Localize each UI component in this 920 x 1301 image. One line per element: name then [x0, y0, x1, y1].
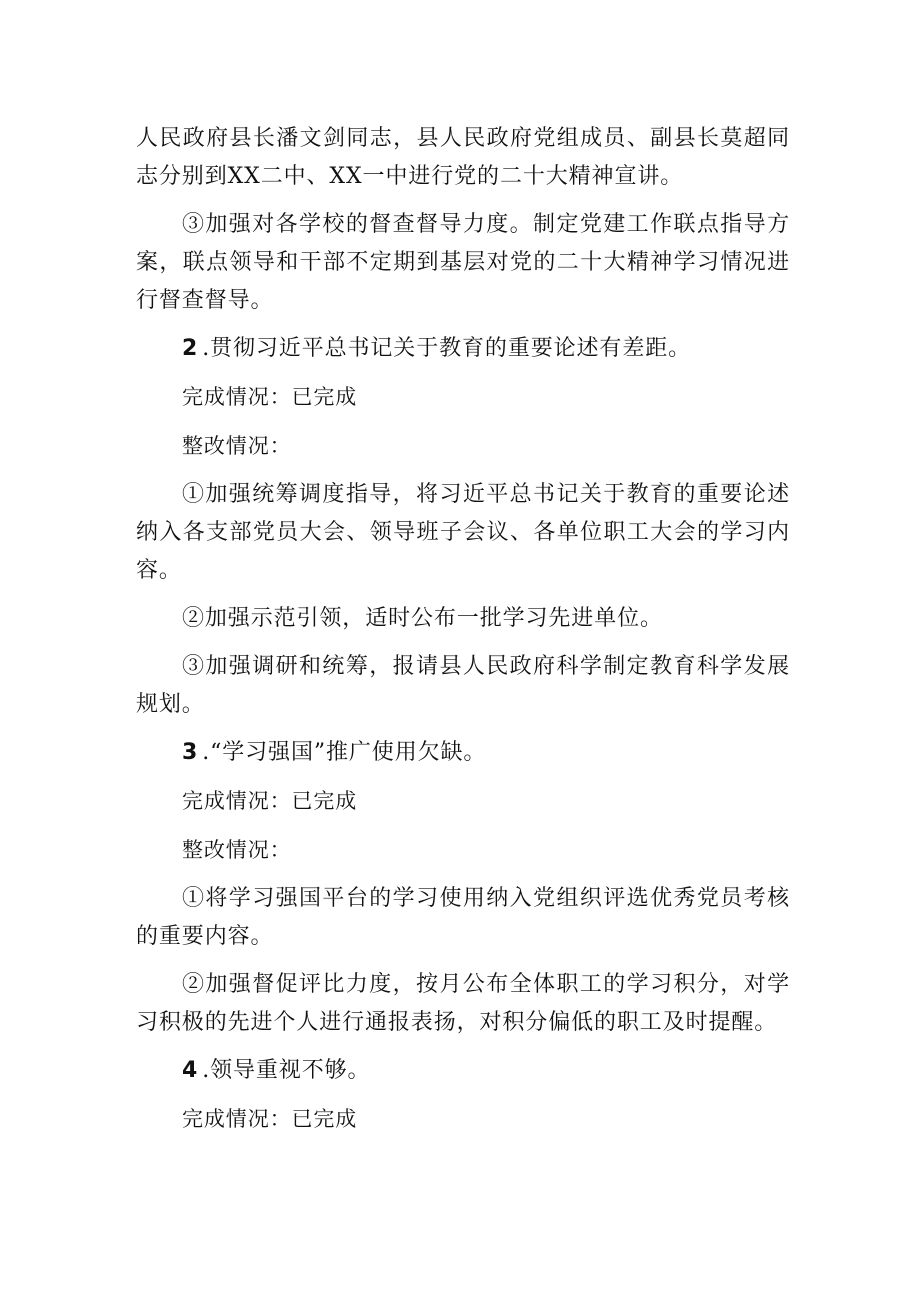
status-label	[136, 782, 790, 821]
body-paragraph: ③加强调研和统筹，报请县人民政府科学制定教育科学发展规划。	[136, 654, 790, 717]
body-paragraph: ②加强示范引领，适时公布一批学习先进单位。	[182, 606, 663, 631]
status-label-text: 完成情况：已完成	[182, 1107, 358, 1131]
document-body	[136, 120, 790, 1149]
section-heading	[136, 734, 790, 772]
section-title: .“学习强国”推广使用欠缺。	[202, 740, 487, 765]
status-label-text: 完成情况：已完成	[182, 789, 358, 813]
section-title: .贯彻习近平总书记关于教育的重要论述有差距。	[202, 336, 692, 361]
section-number: 2	[182, 336, 199, 361]
status-label	[136, 1100, 790, 1139]
section-number: 4	[182, 1058, 199, 1083]
status-label	[136, 427, 790, 466]
body-paragraph: ②加强督促评比力度，按月公布全体职工的学习积分，对学习积极的先进个人进行通报表扬，对积分偏低的职工及时提醒。	[136, 972, 790, 1035]
section-heading	[136, 1052, 790, 1090]
status-label-text: 整改情况：	[182, 434, 292, 458]
body-paragraph: ①将学习强国平台的学习使用纳入党组织评选优秀党员考核的重要内容。	[136, 886, 790, 949]
status-label	[136, 378, 790, 417]
status-label	[136, 831, 790, 870]
section-number: 3	[182, 740, 199, 765]
status-label-text: 整改情况：	[182, 838, 292, 862]
body-paragraph: ①加强统筹调度指导，将习近平总书记关于教育的重要论述纳入各支部党员大会、领导班子会议、各单位职工大会的学习内容。	[136, 482, 790, 583]
section-heading	[136, 330, 790, 368]
body-paragraph: 人民政府县长潘文剑同志，县人民政府党组成员、副县长莫超同志分别到XX二中、XX一中进行党的二十大精神宣讲。	[136, 126, 790, 189]
body-paragraph: ③加强对各学校的督查督导力度。制定党建工作联点指导方案，联点领导和干部不定期到基层对党的二十大精神学习情况进行督查督导。	[136, 212, 790, 313]
status-label-text: 完成情况：已完成	[182, 385, 358, 409]
section-title: .领导重视不够。	[202, 1058, 371, 1083]
